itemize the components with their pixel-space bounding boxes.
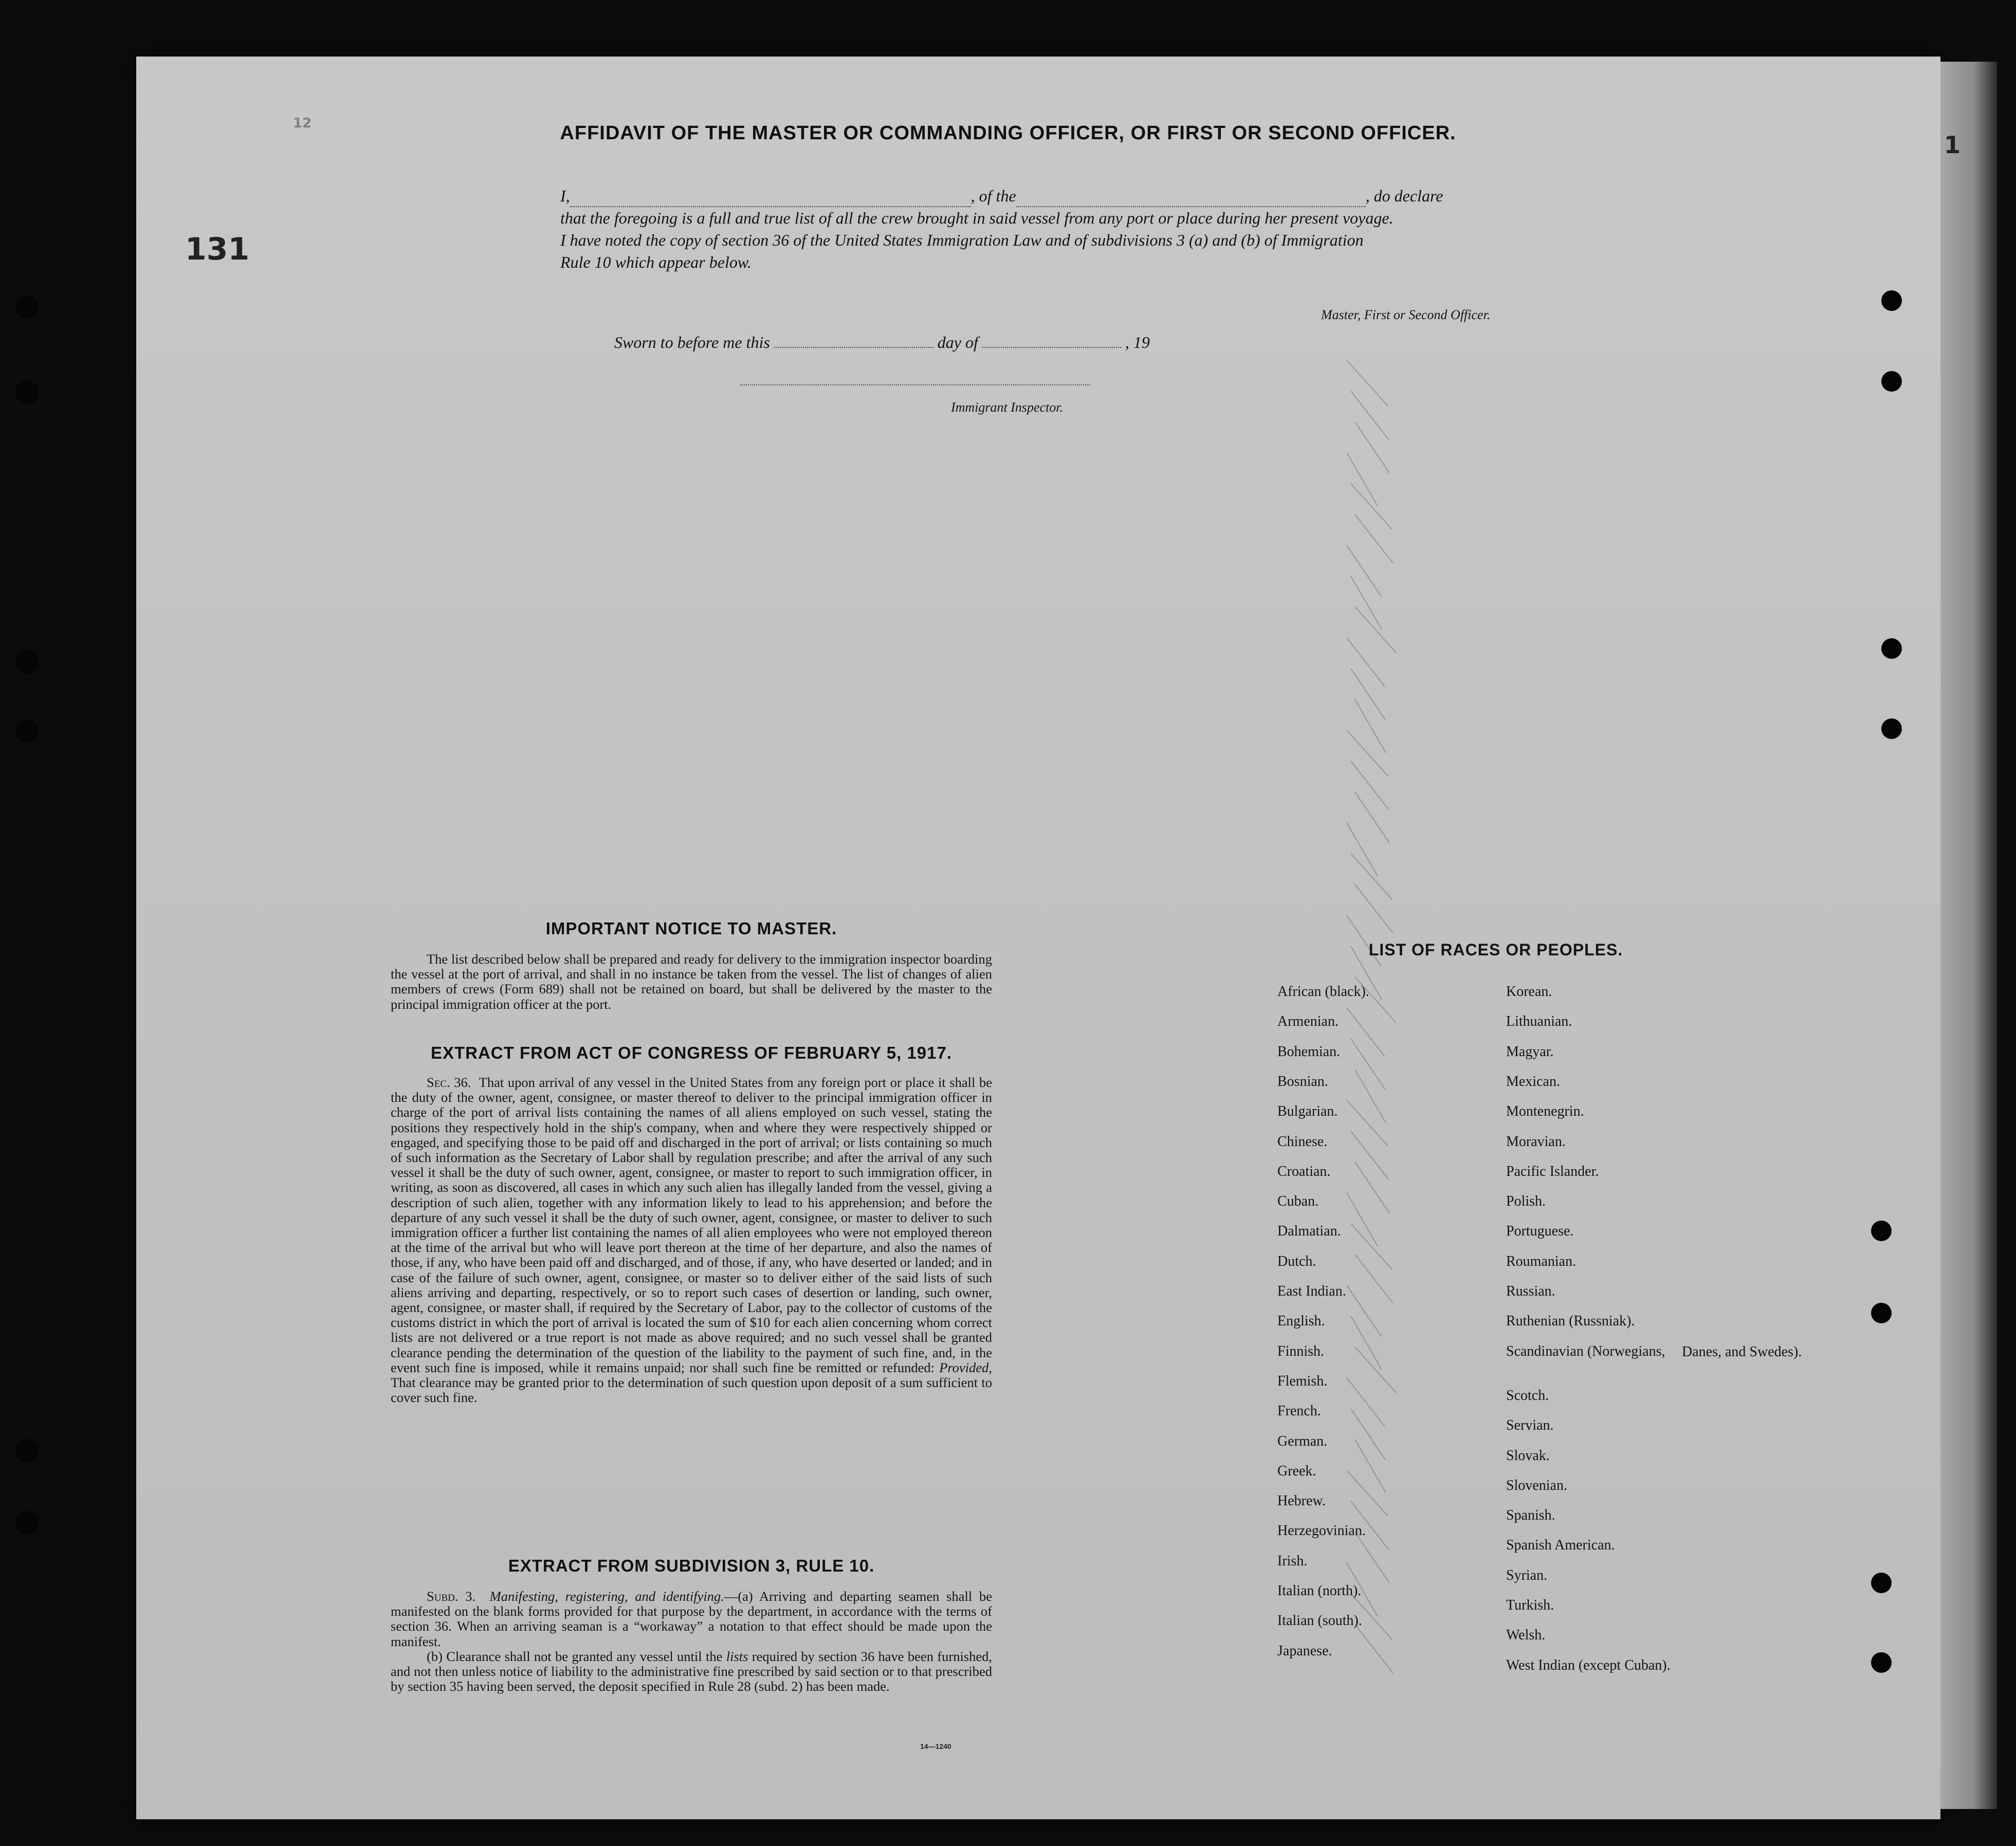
- act-sec-label: Sec. 36.: [427, 1075, 471, 1090]
- rule-text: [391, 1589, 992, 1694]
- race-item: Dutch.: [1277, 1253, 1316, 1269]
- race-item: Japanese.: [1277, 1643, 1332, 1659]
- form-number: 14—1240: [920, 1742, 951, 1750]
- sheet-edge: [1940, 62, 1997, 1809]
- race-item: Armenian.: [1277, 1013, 1339, 1029]
- punch-hole: [15, 380, 39, 404]
- race-item: Croatian.: [1277, 1164, 1331, 1179]
- rule-text-b-1: (b) Clearance shall not be granted any vessel until the: [427, 1648, 723, 1664]
- act-body-end: That clearance may be granted prior to the determination of such question upon deposit of a sum sufficient to cover such fine.: [391, 1375, 992, 1406]
- race-item: Welsh.: [1506, 1627, 1546, 1643]
- left-margin-number: 131: [185, 231, 250, 267]
- race-item: Hebrew.: [1277, 1493, 1326, 1509]
- punch-hole: [15, 650, 39, 674]
- race-item: Flemish.: [1277, 1373, 1328, 1389]
- declaration-line-3: I have noted the copy of section 36 of the United States Immigration Law and of subdivisions 3 (a) and (b) of Immigration: [560, 231, 1364, 249]
- notice-paragraph: The list described below shall be prepared and ready for delivery to the immigration inspector boarding the vessel at the port of arrival, and shall in no instance be taken from the vessel. The list of changes of alien members of crews (Form 689) shall not be retained on board, but shall be delivered by the master to the principal immigration officer at the port.: [391, 951, 992, 1012]
- race-item: Finnish.: [1277, 1343, 1325, 1359]
- race-item: English.: [1277, 1313, 1325, 1329]
- race-item: Russian.: [1506, 1283, 1555, 1299]
- name-blank[interactable]: [570, 185, 971, 207]
- sworn-day-of: day of: [937, 333, 978, 352]
- act-paragraph: [391, 1075, 992, 1405]
- affidavit-title: AFFIDAVIT OF THE MASTER OR COMMANDING OFFICER, OR FIRST OR SECOND OFFICER.: [560, 122, 1456, 144]
- race-item: Danes, and Swedes).: [1682, 1344, 1802, 1360]
- race-item: Spanish.: [1506, 1507, 1555, 1523]
- punch-hole: [15, 1439, 39, 1463]
- race-item: Montenegrin.: [1506, 1103, 1584, 1119]
- right-edge-number: 1: [1944, 131, 1961, 159]
- decl-of-the: , of the: [970, 187, 1016, 205]
- rule-heading-text: EXTRACT FROM SUBDIVISION 3, RULE 10.: [508, 1556, 875, 1575]
- punch-hole: [1881, 371, 1902, 392]
- punch-hole: [1871, 1652, 1892, 1673]
- race-item: Herzegovinian.: [1277, 1523, 1366, 1539]
- race-item: Scandinavian (Norwegians,: [1506, 1343, 1665, 1359]
- punch-hole: [1871, 1573, 1892, 1593]
- declaration-line-1: [560, 185, 1563, 207]
- inspector-signature-line[interactable]: [740, 384, 1090, 385]
- race-item: Moravian.: [1506, 1134, 1566, 1150]
- race-item: Italian (north).: [1277, 1583, 1362, 1599]
- notice-heading: [391, 919, 992, 938]
- rule-subd-title: Manifesting, registering, and identifying.: [489, 1589, 724, 1604]
- race-item: East Indian.: [1277, 1283, 1346, 1299]
- sworn-line: [614, 333, 1150, 352]
- decl-i: I,: [560, 187, 570, 205]
- race-item: Greek.: [1277, 1463, 1316, 1479]
- punch-hole: [1881, 638, 1902, 659]
- act-heading-text: EXTRACT FROM ACT OF CONGRESS OF FEBRUARY 5, 1917.: [430, 1043, 952, 1062]
- notice-heading-text: IMPORTANT NOTICE TO MASTER.: [545, 919, 837, 938]
- race-item: Syrian.: [1506, 1567, 1548, 1583]
- punch-hole: [1881, 290, 1902, 311]
- rule-text-a: —(a) Arriving and departing seamen shall be manifested on the blank forms provided for that purpose by the department, in accordance with the terms of section 36. When an arriving seaman is a “workaway” a notation to that effect should be made upon the manifest.: [391, 1589, 992, 1649]
- declaration-line-4: Rule 10 which appear below.: [560, 253, 752, 271]
- rule-text-b-2: required by section 36 have been furnished, and not then unless notice of liability to the administrative fine prescribed by said section or to that prescribed by section 35 having been served, the deposit specified in Rule 28 (subd. 2) has been made.: [391, 1648, 993, 1694]
- act-body: That upon arrival of any vessel in the United States from any foreign port or place it shall be the duty of the owner, agent, consignee, or master thereof to deliver to the principal immigration officer in charge of the port of arrival lists containing the names of all aliens employed on such vessel, stating the positions they respectively hold in the ship's company, when and where they were respectively shipped or engaged, and specifying those to be paid off and discharged in the port of arrival; or lists containing so much of such information as the Secretary of Labor shall by regulation prescribe; and after the arrival of any such vessel it shall be the duty of such owner, agent, consignee, or master to report to such immigration officer, in writing, as soon as discovered, all cases in which any such alien has illegally landed from the vessel, giving a description of such alien, together with any information likely to lead to his apprehension; and before the departure of any such vessel it shall be the duty of such owner, agent, consignee, or master to deliver to such immigration officer a further list containing the names of all alien employees who were not employed thereon at the time of the arrival but who will leave port thereon at the time of her departure, and also the names of those, if any, who have been paid off and discharged, and of those, if any, who have deserted or landed; and in case of the failure of such owner, agent, consignee, or master so to deliver either of the said lists of such aliens arriving and departing, respectively, or so to report such cases of desertion or landing, such owner, agent, consignee, or master shall, if required by the Secretary of Labor, pay to the collector of customs of the customs district in which the port of arrival is located the sum of $10 for each alien concerning whom correct lists are not delivered or a true report is not made as above required; and no such vessel shall be granted clearance pending the determination of the question of the liability to the payment of such fine, and, in the event such fine is imposed, while it remains unpaid; nor shall such fine be remitted or refunded:: [391, 1075, 992, 1375]
- decl-do-declare: , do declare: [1365, 187, 1443, 205]
- race-item: Bohemian.: [1277, 1044, 1341, 1060]
- sworn-year: , 19: [1125, 333, 1150, 352]
- race-item: Korean.: [1506, 984, 1552, 1000]
- rule-subd-label: Subd. 3.: [427, 1589, 476, 1604]
- vessel-blank[interactable]: [1016, 185, 1366, 207]
- inspector-label: Immigrant Inspector.: [951, 400, 1064, 415]
- race-item: Roumanian.: [1506, 1253, 1577, 1269]
- punch-hole: [1881, 718, 1902, 739]
- race-item: Bulgarian.: [1277, 1103, 1338, 1119]
- sworn-prefix: Sworn to before me this: [614, 333, 770, 352]
- act-text: [391, 1075, 992, 1405]
- race-item: Dalmatian.: [1277, 1223, 1341, 1239]
- race-item: German.: [1277, 1433, 1328, 1449]
- race-item: Lithuanian.: [1506, 1013, 1572, 1029]
- race-item: Turkish.: [1506, 1597, 1554, 1613]
- race-item: Chinese.: [1277, 1134, 1328, 1150]
- master-signature-label: Master, First or Second Officer.: [1321, 307, 1491, 322]
- race-item: Bosnian.: [1277, 1074, 1328, 1090]
- act-provided: Provided,: [939, 1359, 992, 1375]
- act-heading: [391, 1043, 992, 1063]
- sworn-date-blank[interactable]: [774, 347, 933, 348]
- race-item: Slovak.: [1506, 1448, 1550, 1464]
- notice-text: [391, 952, 992, 1012]
- punch-hole: [1871, 1303, 1892, 1323]
- race-item: Cuban.: [1277, 1193, 1319, 1209]
- punch-hole: [1871, 1221, 1892, 1241]
- race-item: Magyar.: [1506, 1044, 1554, 1060]
- punch-hole: [15, 719, 39, 743]
- race-item: African (black).: [1277, 984, 1369, 1000]
- race-item: Italian (south).: [1277, 1613, 1362, 1629]
- declaration-block: [560, 185, 1563, 273]
- race-item: Mexican.: [1506, 1074, 1560, 1090]
- race-item: Spanish American.: [1506, 1537, 1615, 1553]
- top-left-number: 12: [293, 116, 312, 131]
- race-item: Ruthenian (Russniak).: [1506, 1313, 1635, 1329]
- race-item: Portuguese.: [1506, 1223, 1574, 1239]
- races-heading: LIST OF RACES OR PEOPLES.: [1368, 940, 1623, 959]
- rule-text-b-lists: lists: [726, 1648, 748, 1664]
- race-item: Servian.: [1506, 1417, 1554, 1433]
- race-item: West Indian (except Cuban).: [1506, 1657, 1671, 1673]
- declaration-line-2: that the foregoing is a full and true list of all the crew brought in said vessel from any port or place during her present voyage.: [560, 209, 1394, 227]
- race-item: Scotch.: [1506, 1388, 1549, 1404]
- race-item: Polish.: [1506, 1193, 1546, 1209]
- sworn-month-blank[interactable]: [982, 347, 1121, 348]
- race-item: Pacific Islander.: [1506, 1164, 1599, 1179]
- race-item: French.: [1277, 1403, 1321, 1419]
- rule-heading: [391, 1556, 992, 1576]
- race-item: Slovenian.: [1506, 1478, 1567, 1493]
- punch-hole: [15, 1511, 39, 1535]
- race-item: Irish.: [1277, 1553, 1308, 1569]
- rule-paragraph-a: [391, 1589, 992, 1649]
- punch-hole: [15, 296, 39, 319]
- rule-paragraph-b: [391, 1649, 992, 1694]
